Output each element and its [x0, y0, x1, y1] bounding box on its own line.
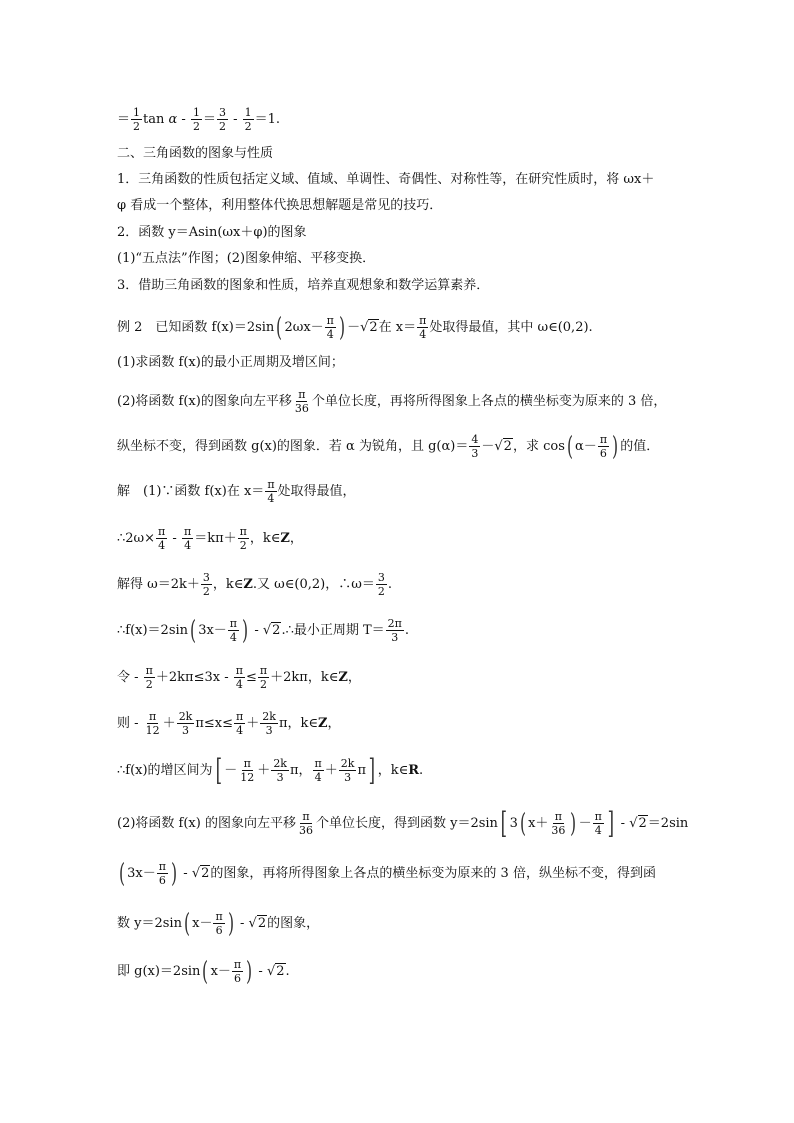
fraction	[217, 106, 228, 133]
numerator: π	[594, 810, 602, 823]
denominator: 36	[294, 402, 309, 415]
numerator: 1	[192, 106, 200, 119]
text: 处取得最值，其中 ω∈(0,2).	[429, 320, 593, 335]
numerator: 3	[202, 571, 210, 584]
fraction	[297, 810, 315, 837]
fraction	[376, 571, 387, 598]
text: x－	[192, 916, 213, 931]
sqrt: √2	[629, 816, 647, 831]
question-2-cont	[117, 433, 659, 460]
text: φ 看成一个整体，利用整体代换思想解题是常见的技巧．	[117, 198, 443, 213]
text: Z	[280, 531, 290, 546]
denominator: 2	[244, 120, 252, 133]
fraction	[469, 433, 480, 460]
solution-line-9	[117, 860, 656, 887]
radicand: 2	[638, 816, 647, 831]
fraction	[201, 571, 212, 598]
fraction	[157, 860, 168, 887]
paren: (	[119, 858, 126, 889]
fraction	[549, 810, 567, 837]
denominator: 4	[229, 631, 237, 644]
text: ＋	[324, 763, 338, 778]
bracket: [	[500, 805, 508, 841]
text: 的图象，	[267, 916, 320, 931]
text: 3x－	[127, 866, 156, 881]
denominator: 2	[239, 539, 247, 552]
numerator: π	[149, 710, 157, 723]
text: －	[481, 439, 495, 454]
numerator: π	[239, 525, 247, 538]
sqrt: √2	[248, 916, 267, 931]
radicand: 2	[201, 866, 210, 881]
text: 2ωx－	[284, 320, 324, 335]
fraction	[232, 958, 243, 985]
fraction	[260, 710, 278, 737]
denominator: 3	[391, 631, 399, 644]
text: α－	[575, 439, 597, 454]
denominator: 36	[298, 824, 313, 837]
denominator: 3	[265, 724, 273, 737]
example-statement	[117, 314, 593, 341]
text: .	[387, 577, 392, 592]
denominator: 2	[145, 678, 153, 691]
numerator: 2k	[262, 710, 276, 723]
text: -	[235, 916, 249, 931]
denominator: 6	[234, 972, 242, 985]
numerator: π	[158, 860, 166, 873]
numerator: 3	[218, 106, 226, 119]
denominator: 4	[594, 824, 602, 837]
fraction	[243, 106, 254, 133]
fraction	[598, 433, 609, 460]
text: -	[228, 112, 242, 127]
denominator: 2	[377, 585, 385, 598]
text: tan	[143, 112, 169, 127]
text: 的图象，再将所得图象上各点的横坐标变为原来的 3 倍，纵坐标不变，得到函	[210, 866, 656, 881]
numerator: π	[158, 525, 166, 538]
denominator: 4	[267, 492, 275, 505]
text: Z	[318, 716, 328, 731]
fraction	[386, 617, 404, 644]
fraction	[258, 664, 269, 691]
text: 则 -	[117, 716, 143, 731]
text: ，求 cos	[512, 439, 565, 454]
numerator: 4	[471, 433, 479, 446]
paren: )	[338, 312, 346, 343]
paren: (	[276, 312, 283, 343]
numerator: π	[314, 757, 322, 770]
paren: (	[183, 908, 191, 939]
text: (2)将函数 f(x) 的图象向左平移	[117, 816, 296, 831]
denominator: 3	[344, 771, 352, 784]
solution-line-8	[117, 805, 689, 841]
text: 解 (1)∵函数 f(x)在 x＝	[117, 484, 265, 499]
paren: )	[612, 431, 619, 462]
bracket: [	[215, 752, 222, 788]
text: －	[224, 763, 238, 778]
paren: (	[519, 808, 527, 839]
paragraph-line	[117, 249, 375, 269]
numerator: π	[236, 710, 244, 723]
sqrt: √2	[191, 866, 210, 881]
text: ，	[347, 670, 361, 685]
fraction	[339, 757, 357, 784]
text: 解得 ω＝2k＋	[117, 577, 200, 592]
text: 2．函数 y＝Asin(ωx＋φ)的图象	[117, 225, 307, 240]
fraction	[313, 757, 324, 784]
denominator: 12	[240, 771, 255, 784]
fraction	[238, 757, 256, 784]
text: Z	[338, 670, 348, 685]
paragraph-line	[117, 223, 307, 243]
denominator: 4	[326, 328, 334, 341]
text: .	[419, 763, 424, 778]
fraction	[156, 525, 167, 552]
numerator: π	[554, 810, 563, 823]
text: 令 -	[117, 670, 143, 685]
denominator: 2	[133, 120, 141, 133]
paren: )	[171, 858, 178, 889]
text: 例 2 已知函数 f(x)＝2sin	[117, 320, 275, 335]
question-1	[117, 353, 344, 373]
text: -	[168, 531, 181, 546]
text: -	[250, 623, 263, 638]
text: 3	[509, 816, 518, 831]
fraction	[293, 388, 311, 415]
numerator: 2k	[273, 757, 287, 770]
denominator: 3	[276, 771, 284, 784]
numerator: 3	[377, 571, 385, 584]
denominator: 6	[215, 924, 223, 937]
numerator: π	[326, 314, 334, 327]
fraction	[417, 314, 428, 341]
text: (1)求函数 f(x)的最小正周期及增区间；	[117, 355, 344, 370]
text: ∴f(x)＝2sin	[117, 623, 189, 638]
text: α	[168, 112, 178, 127]
fraction	[228, 617, 239, 644]
denominator: 4	[314, 771, 322, 784]
paren: (	[202, 956, 209, 987]
fraction	[593, 810, 604, 837]
denominator: 2	[202, 585, 210, 598]
text: ＝	[117, 112, 131, 127]
denominator: 3	[182, 724, 190, 737]
fraction	[144, 710, 162, 737]
paren: )	[246, 956, 253, 987]
numerator: π	[145, 664, 153, 677]
fraction	[191, 106, 202, 133]
denominator: 4	[235, 678, 243, 691]
text: ∴2ω×	[117, 531, 156, 546]
text: -	[179, 866, 192, 881]
text: ，k∈	[377, 763, 409, 778]
numerator: π	[599, 433, 608, 446]
numerator: π	[183, 525, 192, 538]
text: -	[177, 112, 190, 127]
text: ，	[289, 531, 303, 546]
radicand: 2	[257, 916, 267, 931]
text: .又 ω∈(0,2)，∴ω＝	[252, 577, 375, 592]
text: 数 y＝2sin	[117, 916, 182, 931]
paren: )	[242, 615, 249, 646]
numerator: 1	[133, 106, 141, 119]
numerator: π	[235, 664, 243, 677]
denominator: 4	[236, 724, 244, 737]
section-heading	[117, 144, 273, 164]
numerator: π	[298, 388, 306, 401]
numerator: π	[419, 314, 427, 327]
text: (1)“五点法”作图；(2)图象伸缩、平移变换．	[117, 251, 376, 266]
text: -	[616, 816, 630, 831]
text: －	[347, 320, 361, 335]
solution-line-4	[117, 617, 409, 644]
text: 3x－	[198, 623, 227, 638]
fraction	[271, 757, 289, 784]
denominator: 36	[551, 824, 566, 837]
solution-line-11	[117, 958, 290, 985]
text: ，	[327, 716, 341, 731]
text: ＋2kπ≤3x -	[155, 670, 233, 685]
text: π，	[289, 763, 312, 778]
text: －	[578, 816, 592, 831]
text: π≤x≤	[195, 716, 234, 731]
text: .	[285, 964, 290, 979]
denominator: 3	[471, 447, 479, 460]
numerator: π	[215, 910, 223, 923]
numerator: π	[259, 664, 268, 677]
text: π	[357, 763, 366, 778]
text: R	[408, 763, 420, 778]
paren: )	[227, 908, 234, 939]
numerator: 2k	[178, 710, 193, 723]
bracket: ]	[607, 805, 614, 841]
fraction	[234, 664, 245, 691]
text: 处取得最值，	[277, 484, 356, 499]
sqrt: √2	[494, 439, 512, 454]
text: ∴f(x)的增区间为	[117, 763, 213, 778]
text: 个单位长度，再将所得图象上各点的横坐标变为原来的 3 倍，	[311, 394, 667, 409]
radicand: 2	[276, 964, 285, 979]
sqrt: √2	[360, 320, 378, 335]
fraction	[213, 910, 224, 937]
fraction	[144, 664, 155, 691]
solution-line-5	[117, 664, 361, 691]
radicand: 2	[369, 320, 378, 335]
text: -	[254, 964, 267, 979]
text: π，k∈	[278, 716, 318, 731]
text: 纵坐标不变，得到函数 g(x)的图象．若 α 为锐角，且 g(α)＝	[117, 439, 469, 454]
denominator: 6	[158, 874, 166, 887]
paren: (	[566, 431, 573, 462]
radicand: 2	[272, 623, 281, 638]
fraction	[131, 106, 142, 133]
fraction	[238, 525, 249, 552]
radicand: 2	[503, 439, 512, 454]
text: ＋	[162, 716, 176, 731]
numerator: π	[233, 958, 242, 971]
numerator: π	[243, 757, 251, 770]
fraction	[234, 710, 245, 737]
text: 即 g(x)＝2sin	[117, 964, 201, 979]
text: 二、三角函数的图象与性质	[117, 146, 274, 161]
numerator: π	[267, 478, 275, 491]
fraction	[265, 478, 276, 505]
text: ≤	[246, 670, 257, 685]
text: x－	[210, 964, 231, 979]
solution-line-3	[117, 571, 392, 598]
paren: (	[190, 615, 197, 646]
solution-line-7	[117, 752, 424, 788]
text: 1．三角函数的性质包括定义域、值域、单调性、奇偶性、对称性等，在研究性质时，将 ωx＋	[117, 172, 655, 187]
solution-line-1	[117, 478, 356, 505]
denominator: 4	[419, 328, 427, 341]
solution-line-6	[117, 710, 341, 737]
text: 在 x＝	[378, 320, 417, 335]
denominator: 2	[218, 120, 226, 133]
sqrt: √2	[262, 623, 281, 638]
paragraph-line	[117, 276, 489, 296]
text: 3．借助三角函数的图象和性质，培养直观想象和数学运算素养．	[117, 278, 490, 293]
text: .	[404, 623, 410, 638]
denominator: 4	[184, 539, 192, 552]
text: 个单位长度，得到函数 y＝2sin	[315, 816, 498, 831]
question-2	[117, 388, 666, 415]
sqrt: √2	[266, 964, 285, 979]
denominator: 6	[599, 447, 607, 460]
numerator: π	[302, 810, 310, 823]
equation-line-1	[117, 106, 280, 133]
paragraph-line	[117, 196, 442, 216]
numerator: 1	[244, 106, 252, 119]
numerator: 2π	[387, 617, 402, 630]
text: ，k∈	[212, 577, 244, 592]
text: ，k∈	[249, 531, 281, 546]
text: x＋	[528, 816, 549, 831]
text: 的值．	[620, 439, 660, 454]
text: ＝2sin	[647, 816, 689, 831]
bracket: ]	[368, 752, 376, 788]
text: .∴最小正周期 T＝	[281, 623, 385, 638]
text: ＝kπ＋	[194, 531, 237, 546]
fraction	[182, 525, 193, 552]
text: (2)将函数 f(x)的图象向左平移	[117, 394, 292, 409]
denominator: 2	[260, 678, 268, 691]
numerator: 2k	[340, 757, 355, 770]
solution-line-10	[117, 910, 319, 937]
denominator: 4	[158, 539, 166, 552]
fraction	[177, 710, 195, 737]
text: ＝	[202, 112, 216, 127]
numerator: π	[229, 617, 238, 630]
text: ＋	[257, 763, 271, 778]
text: Z	[243, 577, 253, 592]
denominator: 2	[192, 120, 200, 133]
text: ＝1.	[254, 112, 281, 127]
paren: )	[570, 808, 577, 839]
text: ＋2kπ，k∈	[270, 670, 339, 685]
denominator: 12	[145, 724, 160, 737]
text: ＋	[246, 716, 260, 731]
fraction	[325, 314, 336, 341]
paragraph-line	[117, 170, 654, 190]
solution-line-2	[117, 525, 303, 552]
